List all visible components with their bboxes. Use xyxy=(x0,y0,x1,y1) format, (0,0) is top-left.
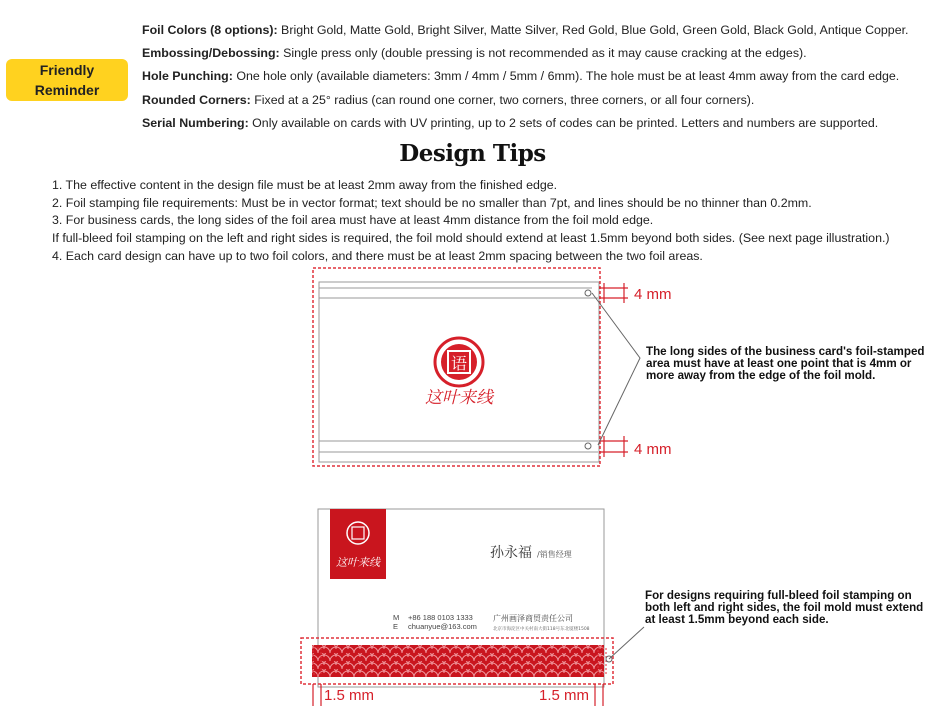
design-tips-title: Design Tips xyxy=(399,140,546,167)
spec-serial-numbering: Serial Numbering: Only available on cards with UV printing, up to 2 sets of codes can be printed. Letters and numbers are supported. xyxy=(142,116,879,130)
top-point-marker xyxy=(585,290,591,296)
svg-text:语: 语 xyxy=(450,354,468,373)
bottom-callout-pointer xyxy=(609,627,644,659)
design-tip-3-note: If full-bleed foil stamping on the left and right sides is required, the foil mold should extend at least 1.5mm beyond both sides. (See next page illustration.) xyxy=(52,231,890,245)
spec-foil-colors: Foil Colors (8 options): Bright Gold, Matte Gold, Bright Silver, Matte Silver, Red Gold, Blue Gold, Green Gold, Black Gold, Antique Copper. xyxy=(142,23,909,37)
card-email: chuanyue@163.com xyxy=(408,622,477,631)
card-phone: +86 188 0103 1333 xyxy=(408,613,473,622)
card-address: 北京市海淀区中关村南大街118号东北厦楼1508 xyxy=(493,627,590,632)
left-measure-label: 1.5 mm xyxy=(324,687,375,704)
bottom-card-diagram xyxy=(301,509,644,706)
scallop-foil-band xyxy=(312,645,604,677)
design-tip-1: 1. The effective content in the design file must be at least 2mm away from the finished edge. xyxy=(52,178,558,192)
reminder-line-2: Reminder xyxy=(34,82,100,98)
card-name: 孙永福 xyxy=(490,545,532,561)
reminder-line-1: Friendly xyxy=(39,62,95,78)
svg-text:这叶来线: 这叶来线 xyxy=(425,388,493,408)
top-card-diagram xyxy=(313,268,672,466)
spec-hole-punching: Hole Punching: One hole only (available diameters: 3mm / 4mm / 5mm / 6mm). The hole must be at least 4mm away from the card edge. xyxy=(142,69,900,83)
design-tip-4: 4. Each card design can have up to two foil colors, and there must be at least 2mm spacing between the two foil areas. xyxy=(52,249,703,263)
right-measure-label: 1.5 mm xyxy=(539,687,590,704)
top-measure-label: 4 mm xyxy=(634,286,672,303)
spec-embossing: Embossing/Debossing: Single press only (double pressing is not recommended as it may cause cracking at the edges). xyxy=(142,46,807,60)
phone-prefix: M xyxy=(393,613,400,622)
bottom-measure-label: 4 mm xyxy=(634,441,672,458)
design-tip-2: 2. Foil stamping file requirements: Must be in vector format; text should be no smaller than 7pt, and lines should be no thinner than 0.2mm. xyxy=(52,196,812,210)
svg-text:这叶来线: 这叶来线 xyxy=(336,556,380,569)
bottom-point-marker xyxy=(585,443,591,449)
bottom-callout-text: For designs requiring full-bleed foil stamping on both left and right sides, the foil mold must extend at least 1.5mm beyond each side. xyxy=(645,589,924,626)
spec-rounded-corners: Rounded Corners: Fixed at a 25° radius (can round one corner, two corners, three corners, or all four corners). xyxy=(142,93,755,107)
card-company: 广州画泽商贸责任公司 xyxy=(493,614,573,623)
design-tip-3: 3. For business cards, the long sides of the foil area must have at least 4mm distance from the foil mold edge. xyxy=(52,213,654,227)
card-name-title: /销售经理 xyxy=(537,550,572,559)
top-callout-text: The long sides of the business card's foil-stamped area must have at least one point that is 4mm or more away from the edge of the foil mold. xyxy=(646,345,925,382)
email-prefix: E xyxy=(393,622,399,631)
